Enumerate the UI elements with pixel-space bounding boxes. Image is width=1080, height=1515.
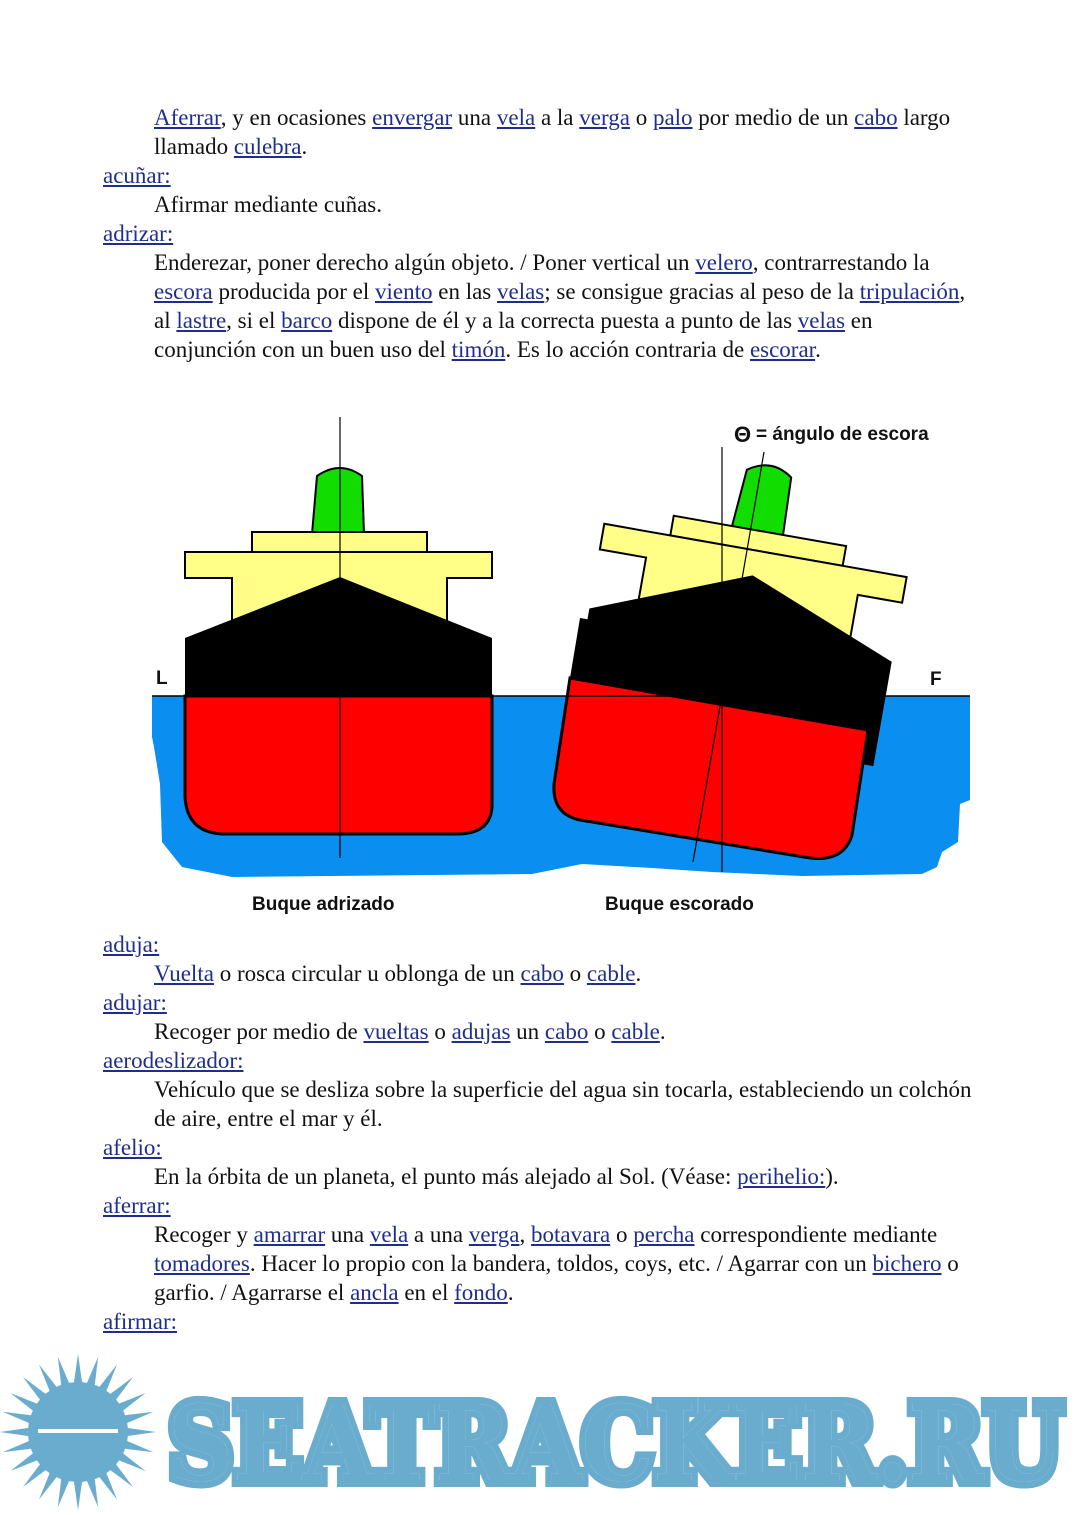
label-right: F [930,669,942,690]
definition-text: un [510,1019,545,1044]
definition-text: . [301,134,308,159]
term-link[interactable]: aduja: [103,932,160,957]
glossary-link[interactable]: tripulación [859,279,960,304]
definition-text: En la órbita de un planeta, el punto más alejado al Sol. (Véase: [154,1164,738,1189]
definition-text: . [507,1280,514,1305]
theta-symbol: Θ [734,422,752,447]
glossary-link[interactable]: tomadores [154,1251,250,1276]
definition-text: . [659,1019,666,1044]
definition-text: ; se consigue gracias al peso de la [544,279,860,304]
glossary-link[interactable]: envergar [372,105,453,130]
definition-adujar [154,1017,974,1046]
glossary-link[interactable]: velas [497,279,545,304]
definition-text: o [610,1222,634,1247]
definition-text: en conjunción con un buen uso del [154,308,873,362]
definition-aduja [154,959,974,988]
watermark-text-fill: SEATRACKER.RU [168,1382,1063,1505]
glossary-link[interactable]: percha [633,1222,695,1247]
glossary-link[interactable]: vueltas [363,1019,429,1044]
glossary-link[interactable]: cabo [520,961,564,986]
definition-text: dispone de él y a la correcta puesta a punto de las [332,308,798,333]
glossary-link[interactable]: cabo [544,1019,589,1044]
definition-text: por medio de un [692,105,855,130]
definition-text: Vehículo que se desliza sobre la superficie del agua sin tocarla, estableciendo un colchón de aire, entre el mar y él. [154,1077,972,1131]
term-adujar[interactable] [103,988,167,1017]
definition-text: o rosca circular u oblonga de un [213,961,521,986]
hull-left [185,696,492,834]
term-aerodeslizador[interactable] [103,1046,243,1075]
definition-text: o [563,961,587,986]
glossary-link[interactable]: Vuelta [154,961,214,986]
definition-text: , si el [226,308,282,333]
term-link[interactable]: afelio: [103,1135,162,1160]
definition-adrizar [154,248,974,364]
glossary-link[interactable]: amarrar [253,1222,326,1247]
glossary-link[interactable]: perihelio: [737,1164,826,1189]
definition-acunar [154,190,974,219]
definition-continued [154,103,974,161]
definition-afelio [154,1162,974,1191]
definition-text: Recoger por medio de [154,1019,364,1044]
glossary-link[interactable]: velero [695,250,753,275]
caption-left: Buque adrizado [252,894,395,915]
definition-text: en el [398,1280,455,1305]
glossary-link[interactable]: verga [468,1222,520,1247]
glossary-link[interactable]: cabo [854,105,898,130]
glossary-link[interactable]: Aferrar [154,105,221,130]
glossary-link[interactable]: verga [579,105,630,130]
heel-diagram [152,412,972,927]
glossary-link[interactable]: cable [586,961,636,986]
glossary-link[interactable]: vela [369,1222,409,1247]
term-link[interactable]: aerodeslizador: [103,1048,244,1073]
definition-text: . Es lo acción contraria de [505,337,750,362]
watermark-text: SEATRACKER.RU [168,1382,1063,1505]
upright-ship [185,468,492,834]
term-aferrar[interactable] [103,1191,171,1220]
glossary-link[interactable]: adujas [451,1019,511,1044]
glossary-link[interactable]: fondo [454,1280,508,1305]
term-link[interactable]: adrizar: [103,221,174,246]
definition-text: ). [825,1164,839,1189]
label-left: L [156,668,168,689]
glossary-link[interactable]: escorar [749,337,816,362]
term-link[interactable]: afirmar: [103,1309,178,1334]
term-link[interactable]: acuñar: [103,163,171,188]
definition-text: . [635,961,642,986]
glossary-link[interactable]: cable [611,1019,660,1044]
glossary-link[interactable]: palo [652,105,693,130]
definition-text: correspondiente mediante [694,1222,938,1247]
definition-text: o [588,1019,612,1044]
glossary-link[interactable]: vela [496,105,536,130]
angle-label: = ángulo de escora [756,424,929,445]
definition-text: , y en ocasiones [220,105,373,130]
definition-text: una [452,105,497,130]
term-aduja[interactable] [103,930,159,959]
definition-text: Afirmar mediante cuñas. [154,192,382,217]
definition-text: . [815,337,821,362]
definition-text: , al [154,279,966,333]
glossary-link[interactable]: botavara [531,1222,611,1247]
definition-text: Recoger y [154,1222,254,1247]
definition-text: producida por el [212,279,375,304]
definition-text: a la [535,105,580,130]
definition-text: , contrarrestando la [752,250,930,275]
definition-text: , [519,1222,532,1247]
term-link[interactable]: adujar: [103,990,167,1015]
definition-text: Enderezar, poner derecho algún objeto. / Poner vertical un [154,250,696,275]
glossary-link[interactable]: bichero [872,1251,942,1276]
term-link[interactable]: aferrar: [103,1193,171,1218]
definition-text: a una [408,1222,469,1247]
glossary-link[interactable]: culebra [233,134,302,159]
glossary-link[interactable]: velas [797,308,846,333]
glossary-link[interactable]: timón [451,337,506,362]
caption-right: Buque escorado [605,894,754,915]
definition-aferrar [154,1220,974,1307]
sun-logo-icon [0,1354,156,1510]
glossary-link[interactable]: viento [374,279,433,304]
definition-text: en las [432,279,497,304]
term-afirmar[interactable] [103,1307,177,1336]
definition-text: una [325,1222,370,1247]
glossary-link[interactable]: lastre [176,308,227,333]
definition-text: largo llamado [154,105,951,159]
seatracker-watermark [0,1352,1080,1515]
glossary-link[interactable]: barco [281,308,333,333]
funnel-left [312,468,364,534]
glossary-link[interactable]: ancla [350,1280,399,1305]
definition-text: o [629,105,653,130]
glossary-link[interactable]: escora [154,279,213,304]
term-adrizar[interactable] [103,219,173,248]
term-acunar[interactable] [103,161,171,190]
definition-aerodeslizador [154,1075,974,1133]
definition-text: . Hacer lo propio con la bandera, toldos, coys, etc. / Agarrar con un [249,1251,873,1276]
definition-text: o [428,1019,452,1044]
definition-text: o garfio. / Agarrarse el [154,1251,959,1305]
term-afelio[interactable] [103,1133,162,1162]
